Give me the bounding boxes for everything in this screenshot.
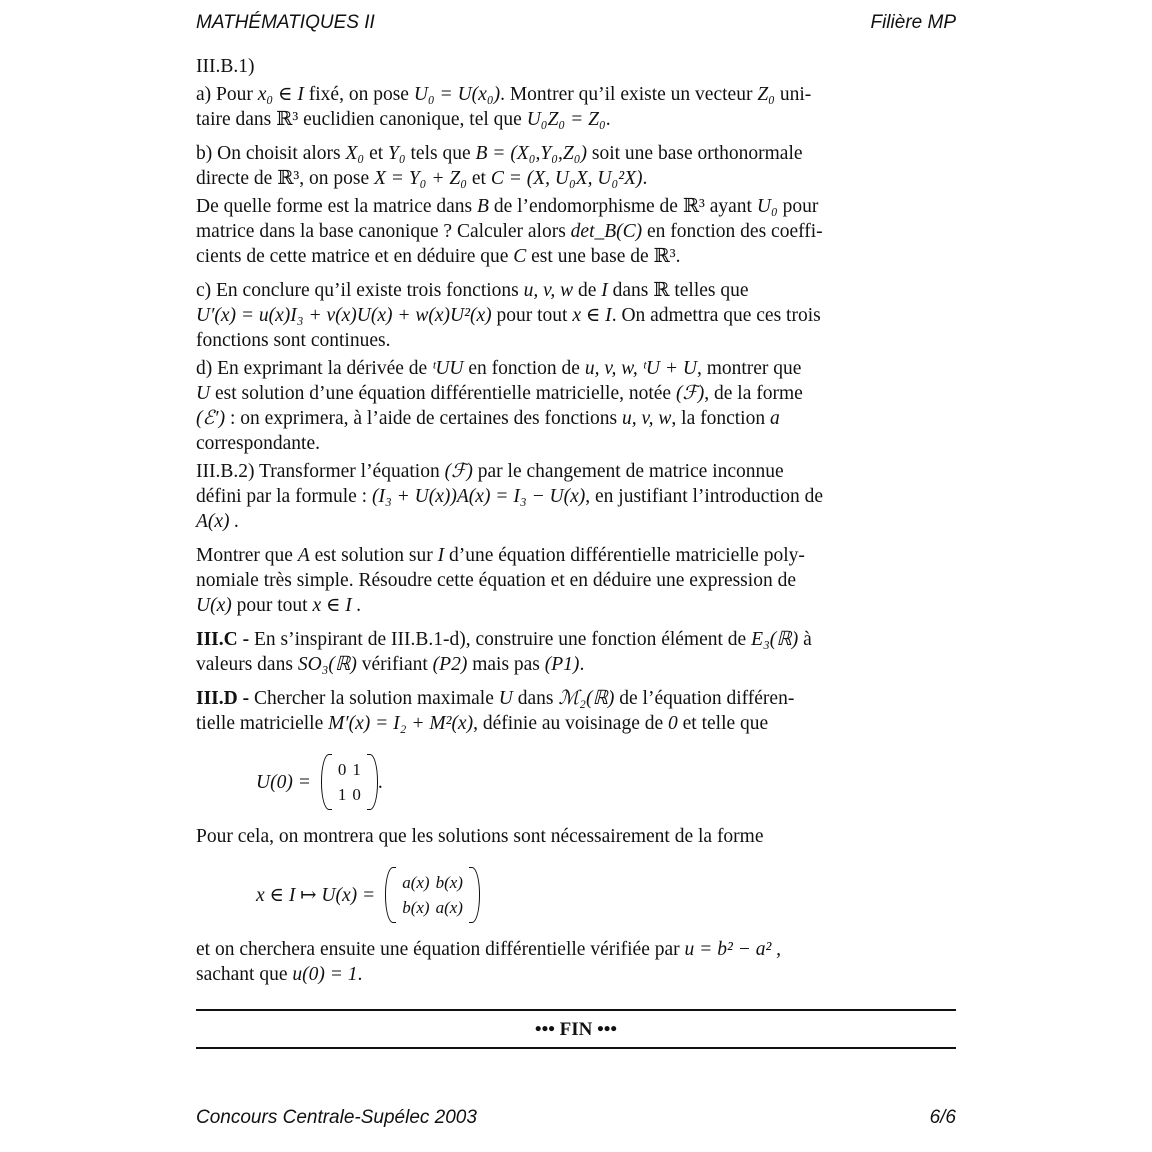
- section-iiid-end: et on cherchera ensuite une équation différentielle vérifiée par u = b² − a² , sachant que u(0) = 1.: [196, 939, 782, 985]
- question-c: c) En conclure qu’il existe trois fonctions u, v, w de I dans ℝ telles que U′(x) = u(x)I₃ + v(x)U(x) + w(x)U²(x) pour tout x ∈ I. On admettra que ces trois fonctions sont continues.: [196, 280, 821, 351]
- page-header: [196, 12, 956, 34]
- header-right: Filière MP: [870, 12, 956, 33]
- section-iiid: III.D - Chercher la solution maximale U dans ℳ₂(ℝ) de l’équation différen- tielle matricielle M′(x) = I₂ + M²(x), définie au voisinage de 0 et telle que: [196, 688, 795, 734]
- section-iiib2-followup: Montrer que A est solution sur I d’une équation différentielle matricielle poly- nomiale très simple. Résoudre cette équation et en déduire une expression de U(x) pour tout x ∈ I .: [196, 545, 805, 616]
- section-iiid-form: Pour cela, on montrera que les solutions sont nécessairement de la forme: [196, 826, 764, 847]
- footer-right: 6/6: [929, 1107, 956, 1128]
- question-b: b) On choisit alors X₀ et Y₀ tels que B = (X₀,Y₀,Z₀) soit une base orthonormale directe de ℝ³, on pose X = Y₀ + Z₀ et C = (X, U₀X, U₀²X).: [196, 143, 803, 189]
- end-mark: ••• FIN •••: [196, 1009, 956, 1049]
- exam-content: [196, 54, 956, 1049]
- header-left: MATHÉMATIQUES II: [196, 12, 375, 33]
- page-footer: [196, 1107, 956, 1129]
- question-b-followup: De quelle forme est la matrice dans B de l’endomorphisme de ℝ³ ayant U₀ pour matrice dans la base canonique ? Calculer alors det_B(C) en fonction des coeffi- cients de cette matrice et en déduire que C est une base de ℝ³.: [196, 196, 823, 267]
- solution-form-matrix: x ∈ I ↦ U(x) = a(x) b(x) b(x) a(x): [256, 867, 956, 923]
- section-iiib2: III.B.2) Transformer l’équation (ℱ) par le changement de matrice inconnue défini par la formule : (I₃ + U(x))A(x) = I₃ − U(x), en justifiant l’introduction de A(x) .: [196, 461, 823, 532]
- section-title-iiib1: III.B.1): [196, 56, 255, 77]
- matrix-u0: 0 1 1 0: [337, 760, 361, 804]
- footer-left: Concours Centrale-Supélec 2003: [196, 1107, 477, 1128]
- question-a: a) Pour x₀ ∈ I fixé, on pose U₀ = U(x₀). Montrer qu’il existe un vecteur Z₀ uni- taire dans ℝ³ euclidien canonique, tel que U₀Z₀ = Z₀.: [196, 84, 812, 130]
- initial-condition-matrix: U(0) = 0 1 1 0 .: [256, 754, 956, 810]
- matrix-ux: a(x) b(x) b(x) a(x): [402, 873, 463, 917]
- section-iiic: III.C - En s’inspirant de III.B.1-d), construire une fonction élément de E₃(ℝ) à valeurs dans SO₃(ℝ) vérifiant (P2) mais pas (P1).: [196, 629, 812, 675]
- question-d: d) En exprimant la dérivée de ᵗUU en fonction de u, v, w, ᵗU + U, montrer que U est solution d’une équation différentielle matricielle, notée (ℱ), de la forme (ℰ′) : on exprimera, à l’aide de certaines des fonctions u, v, w, la fonction a correspondante.: [196, 358, 803, 454]
